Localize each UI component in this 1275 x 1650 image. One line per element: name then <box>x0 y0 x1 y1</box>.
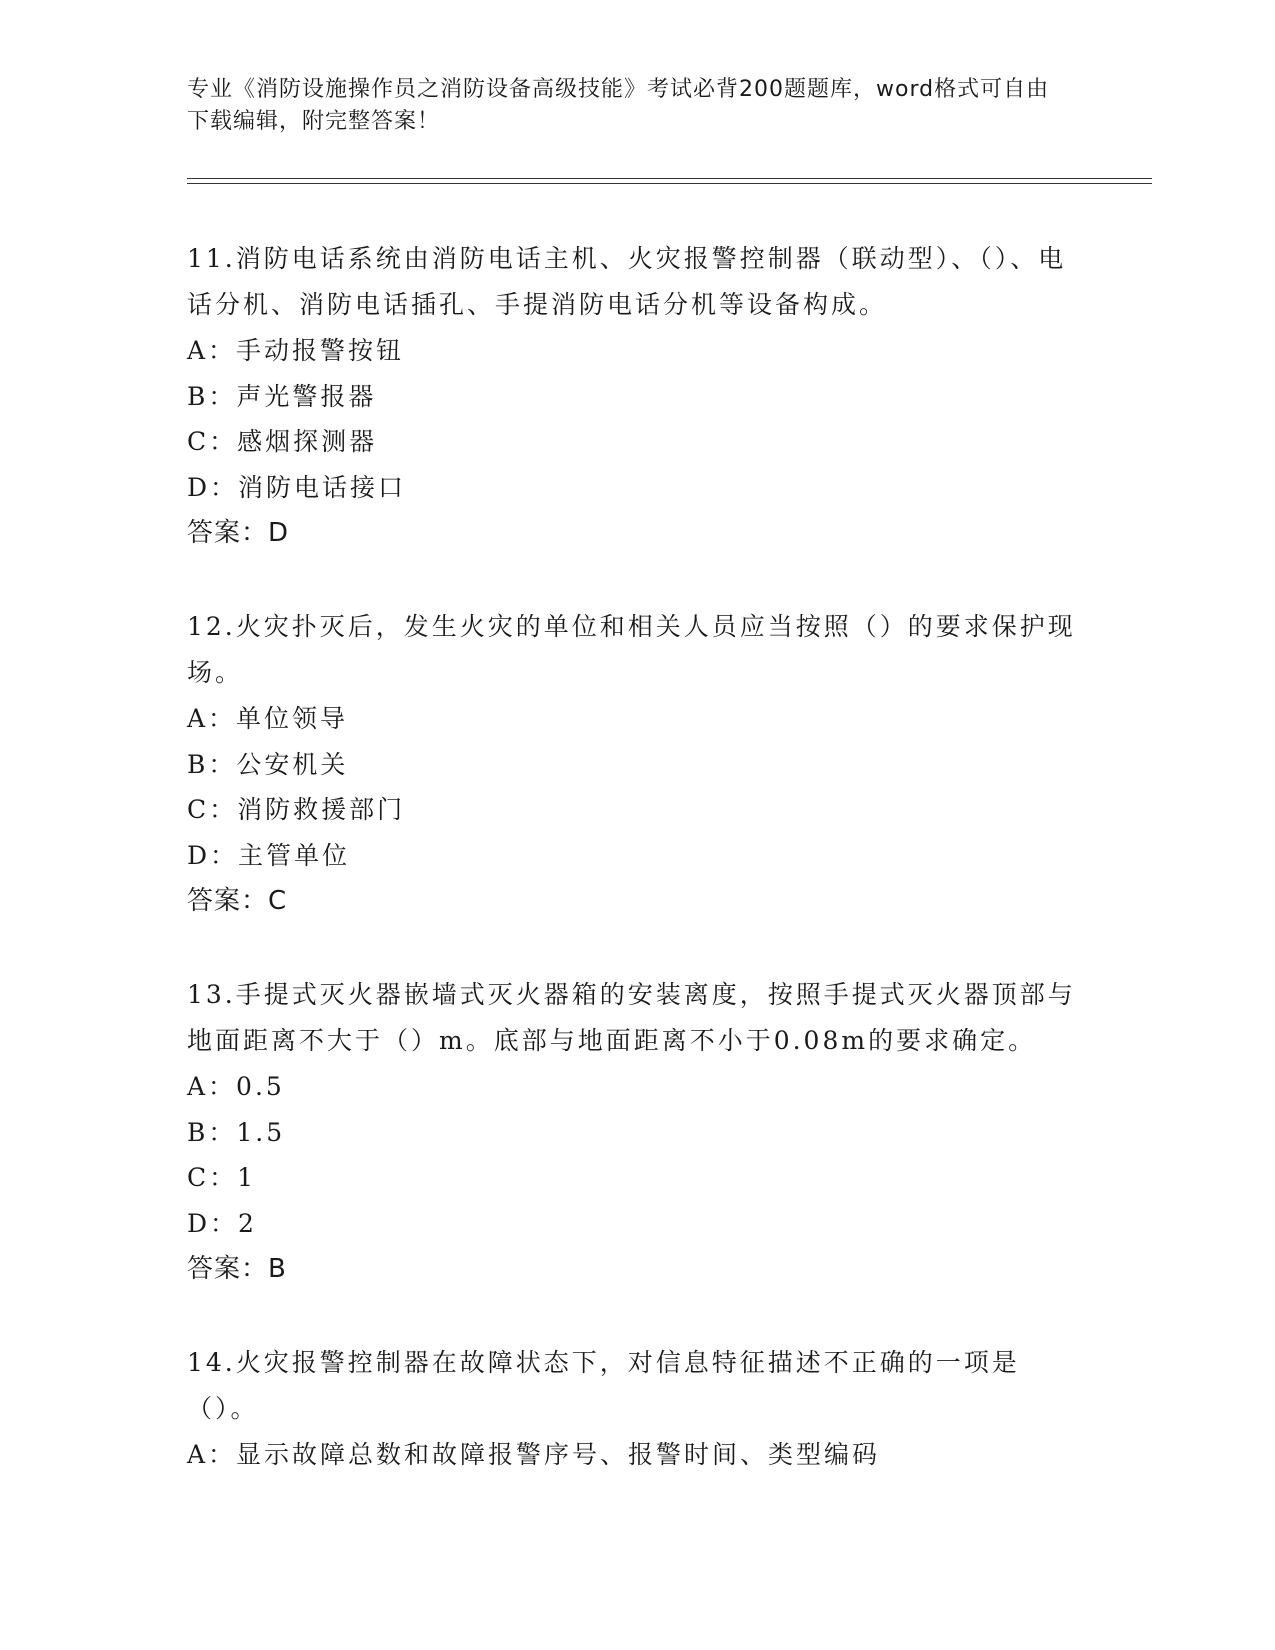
option-c: C：消防救援部门 <box>187 795 406 824</box>
question-stem: 11.消防电话系统由消防电话主机、火灾报警控制器（联动型）、（）、电话分机、消防电话插孔、手提消防电话分机等设备构成。 <box>187 244 1067 319</box>
answer: 答案：D <box>187 518 290 548</box>
question-stem: 12.火灾扑灭后，发生火灾的单位和相关人员应当按照（）的要求保护现场。 <box>187 612 1076 687</box>
option-b: B：1.5 <box>187 1117 286 1147</box>
option-a: A：0.5 <box>187 1072 285 1101</box>
option-d: D：消防电话接口 <box>187 472 407 502</box>
option-c: C：1 <box>187 1163 257 1192</box>
question-list <box>187 236 1077 1526</box>
answer: 答案：C <box>187 886 288 916</box>
option-a: A：手动报警按钮 <box>187 336 405 365</box>
question-12 <box>187 604 1077 924</box>
option-c: C：感烟探测器 <box>187 427 378 456</box>
question-13 <box>187 972 1077 1292</box>
header-divider-secondary <box>187 183 1152 184</box>
question-11 <box>187 236 1077 556</box>
question-stem: 13.手提式灭火器嵌墙式灭火器箱的安装离度，按照手提式灭火器顶部与地面距离不大于（）m。底部与地面距离不小于0.08m的要求确定。 <box>187 980 1076 1055</box>
option-a: A：显示故障总数和故障报警序号、报警时间、类型编码 <box>187 1440 881 1469</box>
question-stem: 14.火灾报警控制器在故障状态下，对信息特征描述不正确的一项是（）。 <box>187 1348 1020 1423</box>
option-b: B：公安机关 <box>187 749 349 779</box>
question-14 <box>187 1340 1077 1478</box>
answer: 答案：B <box>187 1254 287 1284</box>
header-divider <box>187 178 1152 179</box>
page-header: 专业《消防设施操作员之消防设备高级技能》考试必背200题题库，word格式可自由下载编辑，附完整答案！ <box>187 77 1050 134</box>
option-d: D：2 <box>187 1208 257 1238</box>
option-d: D：主管单位 <box>187 840 351 870</box>
option-b: B：声光警报器 <box>187 381 377 411</box>
option-a: A：单位领导 <box>187 704 349 733</box>
